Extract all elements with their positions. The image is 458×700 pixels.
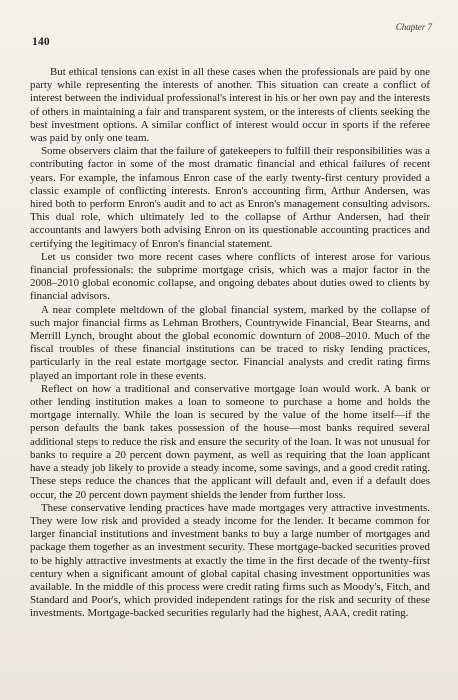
paragraph: Some observers claim that the failure of gatekeepers to fulfill their responsibilities was a contributing factor in some of the most dramatic financial and ethical failures of recent years. For example, the infamous Enron case of the early twenty-first century provided a classic example of conflicting interests. Enron's accounting firm, Arthur Andersen, was hired both to perform Enron's audit and to act as Enron's management consulting advisors. This dual role, which ultimately led to the collapse of Arthur Andersen, had their accountants and lawyers both advising Enron on its questionable accounting practices and certifying the legitimacy of Enron's financial statement. bbox=[30, 145, 430, 250]
chapter-label: Chapter 7 bbox=[395, 22, 432, 32]
paragraph: A near complete meltdown of the global financial system, marked by the collapse of such major financial firms as Lehman Brothers, Countrywide Financial, Bear Stearns, and Merrill Lynch, brought about the global economic downturn of 2008–2010. Much of the fiscal troubles of these financial institutions can be traced to risky lending practices, particularly in the real estate mortgage sector. Financial analysts and credit rating firms played an important role in these events. bbox=[30, 303, 430, 382]
paragraph: But ethical tensions can exist in all these cases when the professionals are paid by one party while representing the interests of another. This situation can create a conflict of interest between the individual professional's interest in his or her own pay and the interests of others in maintaining a fair and transparent system, or the interests of clients seeking the best investment options. A similar conflict of interest would occur in sports if the referee was paid by only one team. bbox=[30, 66, 430, 145]
paragraph: These conservative lending practices have made mortgages very attractive investments. They were low risk and provided a steady income for the lender. It became common for larger financial institutions and investment banks to buy a large number of mortgages and package them together as an investment security. These mortgage-backed securities proved to be highly attractive investments at exactly the time in the first decade of the twenty-first century when a significant amount of global capital chasing investment opportunities was available. In the middle of this process were credit rating firms such as Moody's, Fitch, and Standard and Poor's, which provided independent ratings for the risk and security of these investments. Mortgage-backed securities regularly had the highest, AAA, credit rating. bbox=[30, 501, 430, 620]
body-text bbox=[30, 66, 430, 621]
page-number: 140 bbox=[32, 36, 50, 48]
paragraph: Let us consider two more recent cases where conflicts of interest arose for various financial professionals: the subprime mortgage crisis, which was a major factor in the 2008–2010 global economic collapse, and ongoing debates about duties owed to clients by financial advisors. bbox=[30, 250, 430, 303]
paragraph: Reflect on how a traditional and conservative mortgage loan would work. A bank or other lending institution makes a loan to someone to purchase a home and holds the mortgage internally. While the loan is secured by the value of the home itself—if the person defaults the bank takes possession of the house—most banks required several additional steps to reduce the risk and ensure the security of the loan. It was not unusual for banks to require a 20 percent down payment, as well as requiring that the loan applicant have a steady job likely to provide a steady income, some savings, and a good credit rating. These steps reduce the chances that the applicant will default and, even if a default does occur, the 20 percent down payment shields the lender from further loss. bbox=[30, 382, 430, 501]
